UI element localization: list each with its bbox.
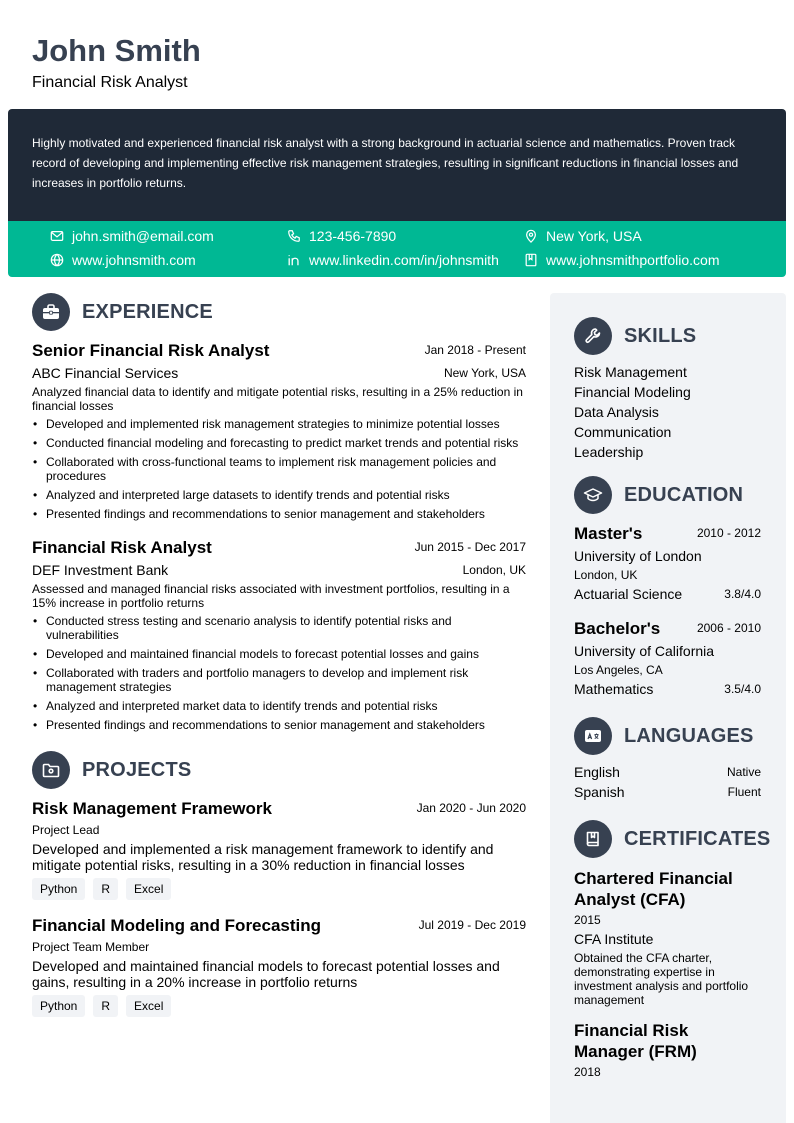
projects-title: PROJECTS xyxy=(82,758,192,781)
languages-title: LANGUAGES xyxy=(624,724,754,747)
language-name: English xyxy=(574,764,620,780)
summary-text: Highly motivated and experienced financial risk analyst with a strong background in actuarial science and mathematics. Proven track record of developing and implementing effective risk management strategies, resulting in significant reductions in financial losses and increases in portfolio returns. xyxy=(32,136,739,190)
certificate-issuer: CFA Institute xyxy=(574,931,654,947)
phone-icon xyxy=(287,229,301,243)
tag: R xyxy=(93,878,118,900)
job-title: Financial Risk Analyst xyxy=(32,538,212,557)
list-item: Communication xyxy=(574,424,672,440)
school-location: Los Angeles, CA xyxy=(574,663,663,677)
contact-linkedin[interactable] xyxy=(287,252,499,268)
project-dates: Jul 2019 - Dec 2019 xyxy=(418,918,526,932)
school-name: University of London xyxy=(574,548,702,564)
list-item: • Developed and implemented risk management strategies to minimize potential losses xyxy=(32,417,526,431)
job-dates: Jun 2015 - Dec 2017 xyxy=(414,540,526,554)
education-heading xyxy=(574,476,743,514)
wrench-icon xyxy=(574,317,612,355)
map-pin-icon xyxy=(524,229,538,243)
list-item: Data Analysis xyxy=(574,404,659,420)
list-item: • Developed and maintained financial models to forecast potential losses and gains xyxy=(32,647,526,661)
contact-portfolio[interactable] xyxy=(524,252,720,268)
list-item: • Analyzed and interpreted large datasets to identify trends and potential risks xyxy=(32,488,526,502)
project-description: Developed and maintained financial models to forecast potential losses and gains, resulting in a 20% increase in portfolio returns xyxy=(32,958,500,990)
certificate-year: 2018 xyxy=(574,1065,601,1079)
language-name: Spanish xyxy=(574,784,625,800)
certificate-description: Obtained the CFA charter, demonstrating expertise in investment analysis and portfolio management xyxy=(574,951,749,1007)
job-company: DEF Investment Bank xyxy=(32,562,169,578)
skills-heading xyxy=(574,317,696,355)
certificate-name: Chartered Financial Analyst (CFA) xyxy=(574,869,733,909)
project-name: Risk Management Framework xyxy=(32,799,272,818)
contact-email[interactable] xyxy=(50,228,214,244)
mail-icon xyxy=(50,229,64,243)
email-text: john.smith@email.com xyxy=(72,228,214,244)
folder-icon xyxy=(32,751,70,789)
contact-website[interactable] xyxy=(50,252,196,268)
contact-bar xyxy=(8,221,786,277)
tag: Python xyxy=(32,878,85,900)
gpa: 3.5/4.0 xyxy=(724,682,761,696)
portfolio-text: www.johnsmithportfolio.com xyxy=(546,252,720,268)
job-company: ABC Financial Services xyxy=(32,365,179,381)
field-of-study: Actuarial Science xyxy=(574,586,683,602)
job-dates: Jan 2018 - Present xyxy=(424,343,526,357)
gpa: 3.8/4.0 xyxy=(724,587,761,601)
website-text: www.johnsmith.com xyxy=(72,252,196,268)
job-bullets xyxy=(32,417,526,526)
linkedin-text: www.linkedin.com/in/johnsmith xyxy=(309,252,499,268)
job-bullets xyxy=(32,614,526,737)
project-role: Project Team Member xyxy=(32,940,150,954)
project-name: Financial Modeling and Forecasting xyxy=(32,916,322,935)
skills-title: SKILLS xyxy=(624,324,697,347)
languages-heading xyxy=(574,717,754,755)
education-dates: 2006 - 2010 xyxy=(696,621,761,635)
projects-heading xyxy=(32,751,191,789)
location-text: New York, USA xyxy=(546,228,642,244)
job-location: New York, USA xyxy=(443,366,526,380)
list-item: • Conducted stress testing and scenario analysis to identify potential risks and vulnerabilities xyxy=(32,614,526,642)
language-level: Native xyxy=(726,765,761,779)
contact-location xyxy=(524,228,642,244)
list-item: • Collaborated with traders and portfolio managers to develop and implement risk management strategies xyxy=(32,666,526,694)
list-item: • Collaborated with cross-functional teams to implement risk management policies and procedures xyxy=(32,455,526,483)
project-tags xyxy=(32,995,179,1017)
certificates-heading xyxy=(574,820,770,858)
experience-heading xyxy=(32,293,213,331)
certificate-year: 2015 xyxy=(574,913,601,927)
list-item: • Conducted financial modeling and forecasting to predict market trends and potential risks xyxy=(32,436,526,450)
project-role: Project Lead xyxy=(32,823,100,837)
globe-icon xyxy=(50,253,64,267)
experience-title: EXPERIENCE xyxy=(82,300,213,323)
list-item: Risk Management xyxy=(574,364,687,380)
certificates-title: CERTIFICATES xyxy=(624,827,771,850)
briefcase-icon xyxy=(32,293,70,331)
list-item: Financial Modeling xyxy=(574,384,691,400)
school-name: University of California xyxy=(574,643,715,659)
project-description: Developed and implemented a risk management framework to identify and mitigate potential risks, resulting in a 30% reduction in financial losses xyxy=(32,841,494,873)
degree: Master's xyxy=(574,524,643,543)
summary-panel xyxy=(8,109,786,221)
skills-list xyxy=(574,362,691,462)
tag: Python xyxy=(32,995,85,1017)
project-tags xyxy=(32,878,179,900)
list-item: • Presented findings and recommendations to senior management and stakeholders xyxy=(32,507,526,521)
linkedin-icon xyxy=(287,253,301,267)
list-item: Leadership xyxy=(574,444,644,460)
tag: Excel xyxy=(126,995,171,1017)
degree: Bachelor's xyxy=(574,619,661,638)
project-dates: Jan 2020 - Jun 2020 xyxy=(416,801,526,815)
tag: R xyxy=(93,995,118,1017)
book-icon xyxy=(574,820,612,858)
school-location: London, UK xyxy=(574,568,638,582)
list-item: • Analyzed and interpreted market data to identify trends and potential risks xyxy=(32,699,526,713)
certificate-name: Financial Risk Manager (FRM) xyxy=(574,1021,697,1061)
job-summary: Analyzed financial data to identify and mitigate potential risks, resulting in a 25% reduction in financial losses xyxy=(32,385,523,413)
candidate-name: John Smith xyxy=(32,33,201,68)
contact-phone[interactable] xyxy=(287,228,396,244)
job-summary: Assessed and managed financial risks associated with investment portfolios, resulting in a 15% increase in portfolio returns xyxy=(32,582,510,610)
translate-icon xyxy=(574,717,612,755)
field-of-study: Mathematics xyxy=(574,681,654,697)
candidate-title: Financial Risk Analyst xyxy=(32,74,188,91)
job-location: London, UK xyxy=(462,563,526,577)
graduation-cap-icon xyxy=(574,476,612,514)
phone-text: 123-456-7890 xyxy=(309,228,397,244)
language-level: Fluent xyxy=(727,785,761,799)
job-title: Senior Financial Risk Analyst xyxy=(32,341,270,360)
education-dates: 2010 - 2012 xyxy=(696,526,761,540)
tag: Excel xyxy=(126,878,171,900)
education-title: EDUCATION xyxy=(624,483,744,506)
bookmark-book-icon xyxy=(524,253,538,267)
list-item: • Presented findings and recommendations to senior management and stakeholders xyxy=(32,718,526,732)
